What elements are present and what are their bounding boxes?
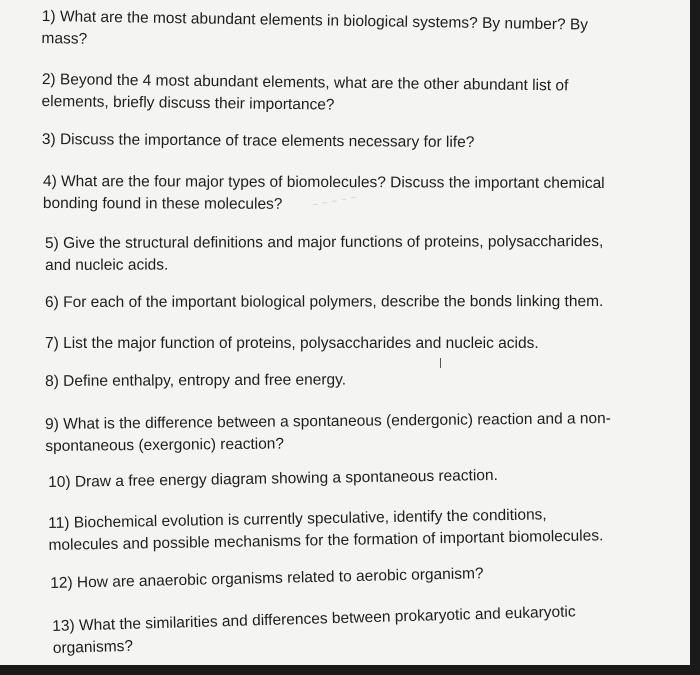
question-10-line-1: 10) Draw a free energy diagram showing a spontaneous reaction. (48, 466, 499, 491)
question-1-line-2: mass? (41, 29, 88, 48)
question-8-line-1: 8) Define enthalpy, entropy and free energy. (45, 371, 347, 390)
question-4-line-1: 4) What are the four major types of biomolecules? Discuss the important chemical (42, 172, 605, 192)
question-6 (45, 291, 603, 314)
question-5-line-1: 5) Give the structural definitions and major functions of proteins, polysaccharides, (45, 233, 604, 252)
question-3 (42, 129, 475, 154)
question-13 (52, 601, 577, 660)
bleed-through-marks: ~ ~ ~ ~ ~ (311, 192, 358, 210)
question-2 (41, 69, 568, 119)
question-1 (41, 6, 588, 59)
question-5 (45, 231, 603, 277)
question-11-line-2: molecules and possible mechanisms for the formation of important biomolecules. (48, 527, 604, 554)
pen-mark (440, 358, 441, 368)
question-7-line-1: 7) List the major function of proteins, polysaccharides and nucleic acids. (45, 335, 539, 352)
question-2-line-2: elements, briefly discuss their importance? (41, 92, 335, 114)
question-9-line-2: spontaneous (exergonic) reaction? (45, 435, 285, 455)
question-4-line-2: bonding found in these molecules? (42, 194, 283, 213)
question-1-line-1: 1) What are the most abundant elements in biological systems? By number? By (41, 7, 589, 34)
question-12 (50, 563, 484, 595)
question-13-line-1: 13) What the similarities and differences between prokaryotic and eukaryotic (52, 603, 576, 635)
question-4 (43, 171, 605, 217)
question-12-line-1: 12) How are anaerobic organisms related to aerobic organism? (50, 565, 484, 592)
question-3-line-1: 3) Discuss the importance of trace elements necessary for life? (41, 130, 475, 152)
question-6-line-1: 6) For each of the important biological polymers, describe the bonds linking them. (45, 293, 604, 311)
question-7 (45, 333, 539, 355)
question-8 (45, 369, 346, 393)
question-13-line-2: organisms? (52, 637, 134, 657)
question-2-line-1: 2) Beyond the 4 most abundant elements, what are the other abundant list of (41, 70, 569, 95)
question-11-line-1: 11) Biochemical evolution is currently speculative, identify the conditions, (48, 506, 547, 532)
question-10 (48, 465, 498, 494)
question-9-line-1: 9) What is the difference between a spontaneous (endergonic) reaction and a non- (45, 410, 611, 433)
question-5-line-2: and nucleic acids. (45, 256, 169, 274)
question-9 (45, 408, 611, 458)
question-11 (48, 503, 604, 557)
